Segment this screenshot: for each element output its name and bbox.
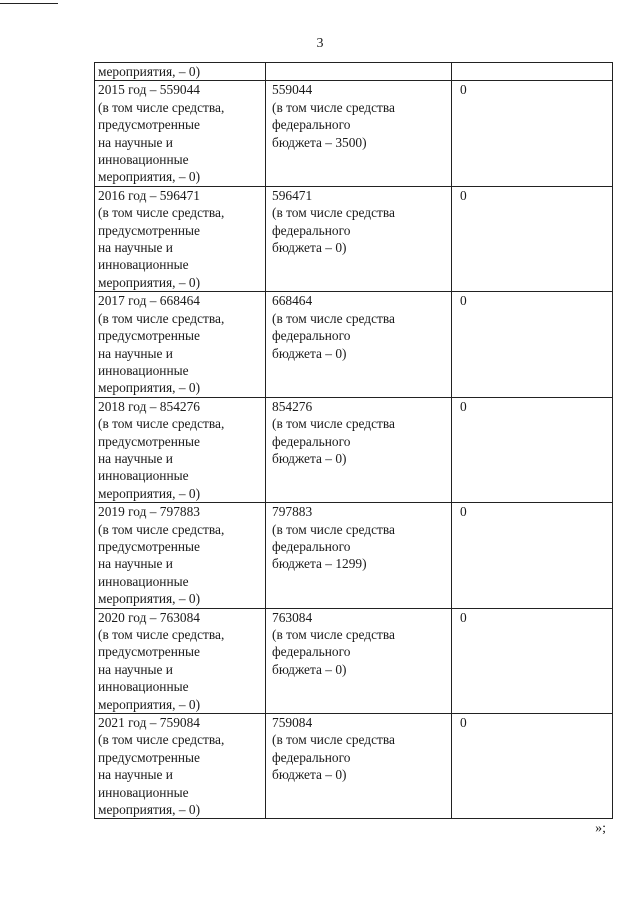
cell-text-line: бюджета – 0): [272, 661, 347, 677]
table-cell-col2: [266, 81, 452, 186]
cell-text-line: (в том числе средства,: [98, 732, 225, 748]
cell-text-line: инновационные: [98, 152, 189, 168]
cell-text-line: 668464: [272, 293, 313, 309]
cell-text-line: федерального: [272, 644, 351, 660]
corner-rule: [0, 3, 58, 4]
cell-text-line: 2015 год – 559044: [98, 82, 200, 98]
cell-text-line: мероприятия, – 0): [98, 485, 201, 501]
cell-continued-col3: [452, 63, 613, 81]
cell-text-line: федерального: [272, 117, 351, 133]
cell-text-line: 2020 год – 763084: [98, 609, 200, 625]
cell-text-line: предусмотренные: [98, 222, 200, 238]
cell-text-line: инновационные: [98, 362, 189, 378]
cell-text-line: (в том числе средства,: [98, 521, 225, 537]
table-cell-col2: [266, 186, 452, 291]
cell-value: 0: [460, 187, 467, 203]
cell-text-line: (в том числе средства,: [98, 205, 225, 221]
table-row: [95, 608, 613, 713]
table-cell-col3: [452, 292, 613, 397]
cell-text-line: 2019 год – 797883: [98, 504, 200, 520]
cell-text-line: инновационные: [98, 784, 189, 800]
cell-text-line: предусмотренные: [98, 117, 200, 133]
closing-quote: »;: [595, 821, 606, 836]
cell-text-line: инновационные: [98, 573, 189, 589]
table-cell-col1: [95, 186, 266, 291]
cell-text-line: на научные и: [98, 556, 173, 572]
cell-text-line: (в том числе средства,: [98, 416, 225, 432]
table-cell-col2: [266, 714, 452, 819]
cell-text-line: мероприятия, – 0): [98, 696, 201, 712]
cell-text-line: (в том числе средства,: [98, 627, 225, 642]
table-body: [95, 63, 613, 819]
table-cell-col3: [452, 397, 613, 502]
table-cell-col1: [95, 292, 266, 397]
table-row: [95, 292, 613, 397]
cell-text-line: на научные и: [98, 240, 173, 256]
cell-text-line: предусмотренные: [98, 328, 200, 344]
cell-continued-col2: [266, 63, 452, 81]
cell-text-line: (в том числе средства: [272, 416, 395, 432]
cell-value: 0: [460, 504, 467, 520]
cell-text-line: (в том числе средства: [272, 205, 395, 221]
cell-text-line: бюджета – 3500): [272, 134, 367, 150]
table-row: [95, 503, 613, 608]
table-cell-col3: [452, 503, 613, 608]
cell-text-line: на научные и: [98, 767, 173, 783]
cell-value: 0: [460, 82, 467, 98]
cell-text-line: мероприятия, – 0): [98, 380, 201, 396]
cell-text-line: бюджета – 1299): [272, 556, 367, 572]
table-row: [95, 397, 613, 502]
table-cell-col3: [452, 608, 613, 713]
cell-text-line: предусмотренные: [98, 538, 200, 554]
cell-text-line: (в том числе средства: [272, 99, 395, 115]
cell-text-line: (в том числе средства: [272, 310, 395, 326]
cell-value: 0: [460, 609, 467, 625]
cell-text-line: на научные и: [98, 134, 173, 150]
cell-text-line: 854276: [272, 398, 313, 414]
cell-text-line: федерального: [272, 538, 351, 554]
cell-text-line: (в том числе средства: [272, 732, 395, 748]
table-row-continued: [95, 63, 613, 81]
table-cell-col3: [452, 714, 613, 819]
cell-text-line: 2016 год – 596471: [98, 187, 200, 203]
cell-text-line: мероприятия, – 0): [98, 274, 201, 290]
cell-text-line: бюджета – 0): [272, 767, 347, 783]
cell-text-line: федерального: [272, 328, 351, 344]
cell-text-line: предусмотренные: [98, 433, 200, 449]
cell-text-line: бюджета – 0): [272, 240, 347, 256]
table-cell-col2: [266, 397, 452, 502]
table-cell-col2: [266, 608, 452, 713]
funding-table: [94, 62, 613, 819]
cell-text-line: 797883: [272, 504, 313, 520]
table-row: [95, 186, 613, 291]
table-row: [95, 81, 613, 186]
table-cell-col1: [95, 714, 266, 819]
cell-text-line: (в том числе средства: [272, 627, 395, 642]
table-cell-col1: [95, 397, 266, 502]
table-cell-col3: [452, 81, 613, 186]
cell-text-line: 763084: [272, 609, 313, 625]
cell-text-line: (в том числе средства: [272, 521, 395, 537]
cell-text-line: на научные и: [98, 450, 173, 466]
table-cell-col1: [95, 81, 266, 186]
table-cell-col2: [266, 503, 452, 608]
cell-text-line: мероприятия, – 0): [98, 169, 201, 185]
cell-text-line: инновационные: [98, 679, 189, 695]
page-number: 3: [316, 36, 324, 51]
cell-text-line: федерального: [272, 433, 351, 449]
cell-text-line: 759084: [272, 715, 313, 731]
cell-text-line: на научные и: [98, 345, 173, 361]
cell-value: 0: [460, 293, 467, 309]
cell-text-line: (в том числе средства,: [98, 310, 225, 326]
cell-text-line: 596471: [272, 187, 313, 203]
cell-text-line: 2021 год – 759084: [98, 715, 200, 731]
cell-value: 0: [460, 398, 467, 414]
table-cell-col1: [95, 608, 266, 713]
cell-continued-col1: мероприятия, – 0): [95, 63, 266, 81]
cell-text-line: мероприятия, – 0): [98, 802, 201, 818]
cell-text-line: бюджета – 0): [272, 345, 347, 361]
cell-text-line: инновационные: [98, 257, 189, 273]
table-row: [95, 714, 613, 819]
cell-text-line: бюджета – 0): [272, 450, 347, 466]
cell-text-line: предусмотренные: [98, 644, 200, 660]
cell-text-line: федерального: [272, 749, 351, 765]
cell-text-line: инновационные: [98, 468, 189, 484]
cell-value: 0: [460, 715, 467, 731]
table-cell-col2: [266, 292, 452, 397]
cell-text-line: мероприятия, – 0): [98, 591, 201, 607]
cell-text-line: 559044: [272, 82, 313, 98]
cell-text-line: 2018 год – 854276: [98, 398, 200, 414]
cell-text-line: предусмотренные: [98, 749, 200, 765]
cell-text-line: (в том числе средства,: [98, 99, 225, 115]
table-cell-col3: [452, 186, 613, 291]
cell-text-line: 2017 год – 668464: [98, 293, 200, 309]
cell-text-line: федерального: [272, 222, 351, 238]
cell-text-line: на научные и: [98, 661, 173, 677]
table-cell-col1: [95, 503, 266, 608]
